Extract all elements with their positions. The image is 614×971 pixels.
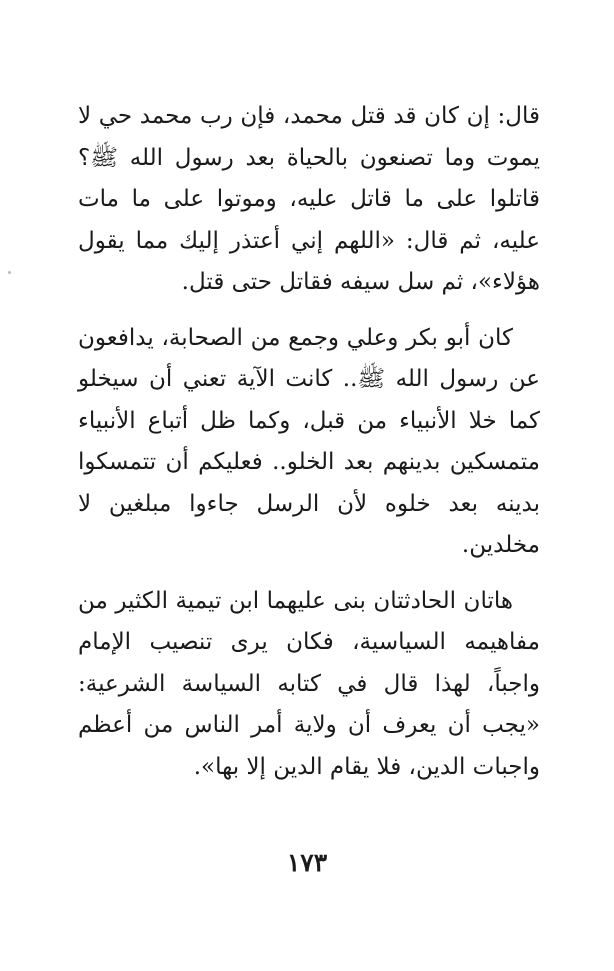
paragraph-2: كان أبو بكر وعلي وجمع من الصحابة، يدافعون عن رسول الله ﷺ.. كانت الآية تعني أن سيخلو كما خلا الأنبياء من قبل، وكما ظل أتباع الأنبياء متمسكين بدينهم بعد الخلو.. فعليكم أن تتمسكوا بدينه بعد خلوه لأن الرسل جاءوا مبلغين لا مخلدين. [78,324,540,558]
page-number: ١٧٣ [286,848,328,877]
margin-speck [8,271,11,274]
paragraph-1: قال: إن كان قد قتل محمد، فإن رب محمد حي لا يموت وما تصنعون بالحياة بعد رسول الله ﷺ؟ قاتلوا على ما قاتل عليه، وموتوا على ما مات عليه، ثم قال: «اللهم إني أعتذر إليك مما يقول هؤلاء»، ثم سل سيفه فقاتل حتى قتل. [78,103,540,295]
body-text [78,96,540,802]
paragraph-3: هاتان الحادثتان بنى عليهما ابن تيمية الكثير من مفاهيمه السياسية، فكان يرى تنصيب الإمام واجباً، لهذا قال في كتابه السياسة الشرعية: «يجب أن يعرف أن ولاية أمر الناس من أعظم واجبات الدين، فلا يقام الدين إلا بها». [78,587,540,780]
